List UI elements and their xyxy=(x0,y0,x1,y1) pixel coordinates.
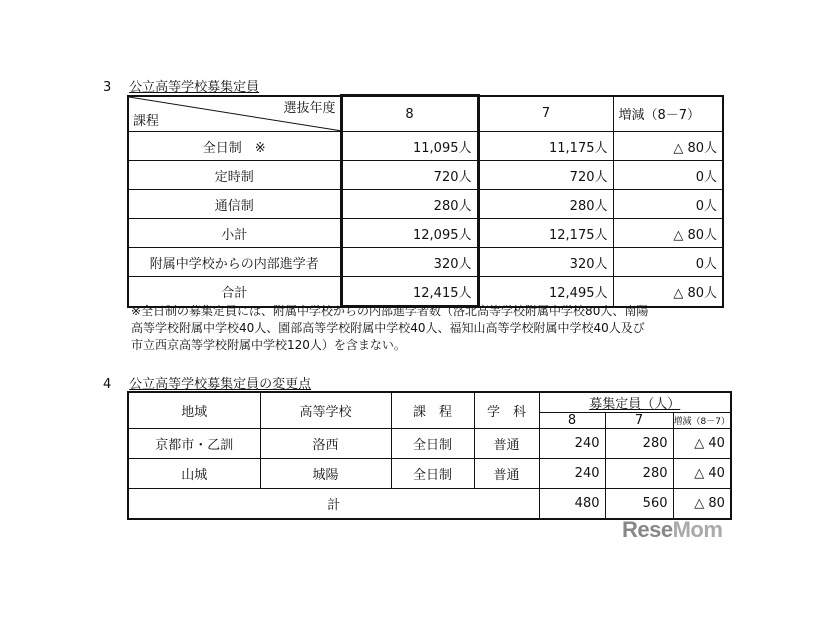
row-dept: 普通 xyxy=(474,429,539,459)
table-row xyxy=(128,277,723,307)
header-year-7: 7 xyxy=(605,413,673,429)
row-school: 城陽 xyxy=(260,459,391,489)
row-diff: △ 80人 xyxy=(613,219,723,248)
table-row xyxy=(128,459,731,489)
header-diff: 増減（8－7） xyxy=(613,96,723,132)
row-label: 全日制 ※ xyxy=(128,132,341,161)
row-region: 京都市・乙訓 xyxy=(128,429,260,459)
total-row xyxy=(128,489,731,520)
row-value-7: 320人 xyxy=(478,248,613,277)
row-value-8: 11,095人 xyxy=(341,132,478,161)
row-label: 附属中学校からの内部進学者 xyxy=(128,248,341,277)
logo-text-a: Rese xyxy=(622,517,673,542)
changes-table xyxy=(127,391,732,520)
section4-number: 4 xyxy=(103,377,112,392)
row-value-7: 12,175人 xyxy=(478,219,613,248)
row-diff: 0人 xyxy=(613,161,723,190)
row-value-7: 280人 xyxy=(478,190,613,219)
section3-number: 3 xyxy=(103,80,112,95)
table-row xyxy=(128,161,723,190)
footnote-line: ※全日制の募集定員には、附属中学校からの内部進学者数（洛北高等学校附属中学校80人、南陽 xyxy=(131,304,649,318)
row-diff: △ 80人 xyxy=(613,132,723,161)
row-diff: 0人 xyxy=(613,190,723,219)
row-value-8: 240 xyxy=(539,459,605,489)
changes-table-header xyxy=(128,392,731,413)
row-value-8: 320人 xyxy=(341,248,478,277)
row-course: 全日制 xyxy=(391,429,474,459)
section4-title: 公立高等学校募集定員の変更点 xyxy=(129,377,312,392)
row-diff: △ 40 xyxy=(673,459,731,489)
total-diff: △ 80 xyxy=(673,489,731,520)
header-quota: 募集定員（人） xyxy=(539,392,731,413)
row-diff: 0人 xyxy=(613,248,723,277)
footnote-line: 高等学校附属中学校40人、園部高等学校附属中学校40人、福知山高等学校附属中学校40人及び xyxy=(131,321,645,335)
row-course: 全日制 xyxy=(391,459,474,489)
quota-table-header xyxy=(128,96,723,132)
row-value-8: 12,415人 xyxy=(341,277,478,307)
row-diff: △ 80人 xyxy=(613,277,723,307)
row-value-7: 11,175人 xyxy=(478,132,613,161)
section4-heading xyxy=(103,373,311,392)
row-value-7: 280 xyxy=(605,459,673,489)
header-course: 課 程 xyxy=(391,392,474,429)
header-year-7: 7 xyxy=(478,96,613,132)
header-dept: 学 科 xyxy=(474,392,539,429)
row-region: 山城 xyxy=(128,459,260,489)
table-row xyxy=(128,219,723,248)
row-value-8: 720人 xyxy=(341,161,478,190)
header-year-label: 選抜年度 xyxy=(283,100,336,116)
header-school: 高等学校 xyxy=(260,392,391,429)
footnote-line: 市立西京高等学校附属中学校120人）を含まない。 xyxy=(131,338,406,352)
table-row xyxy=(128,429,731,459)
table-row xyxy=(128,132,723,161)
row-diff: △ 40 xyxy=(673,429,731,459)
header-region: 地域 xyxy=(128,392,260,429)
row-value-8: 240 xyxy=(539,429,605,459)
row-value-7: 12,495人 xyxy=(478,277,613,307)
row-label: 小計 xyxy=(128,219,341,248)
header-course-label: 課程 xyxy=(133,114,160,129)
total-label: 計 xyxy=(128,489,539,520)
header-year-8: 8 xyxy=(539,413,605,429)
table-row xyxy=(128,190,723,219)
row-value-7: 720人 xyxy=(478,161,613,190)
logo-text-b: Mom xyxy=(672,517,723,542)
row-value-8: 12,095人 xyxy=(341,219,478,248)
row-value-7: 280 xyxy=(605,429,673,459)
header-year-8: 8 xyxy=(341,96,478,132)
row-value-8: 280人 xyxy=(341,190,478,219)
row-school: 洛西 xyxy=(260,429,391,459)
quota-table xyxy=(127,94,724,308)
resemom-logo xyxy=(622,517,722,543)
row-label: 合計 xyxy=(128,277,341,307)
row-label: 通信制 xyxy=(128,190,341,219)
header-diff: 増減（8－7） xyxy=(673,413,731,429)
diagonal-header-cell xyxy=(128,96,341,132)
footnote xyxy=(131,303,711,354)
row-label: 定時制 xyxy=(128,161,341,190)
row-dept: 普通 xyxy=(474,459,539,489)
section3-title: 公立高等学校募集定員 xyxy=(129,80,260,95)
total-value-8: 480 xyxy=(539,489,605,520)
section3-heading xyxy=(103,76,259,95)
table-row xyxy=(128,248,723,277)
total-value-7: 560 xyxy=(605,489,673,520)
